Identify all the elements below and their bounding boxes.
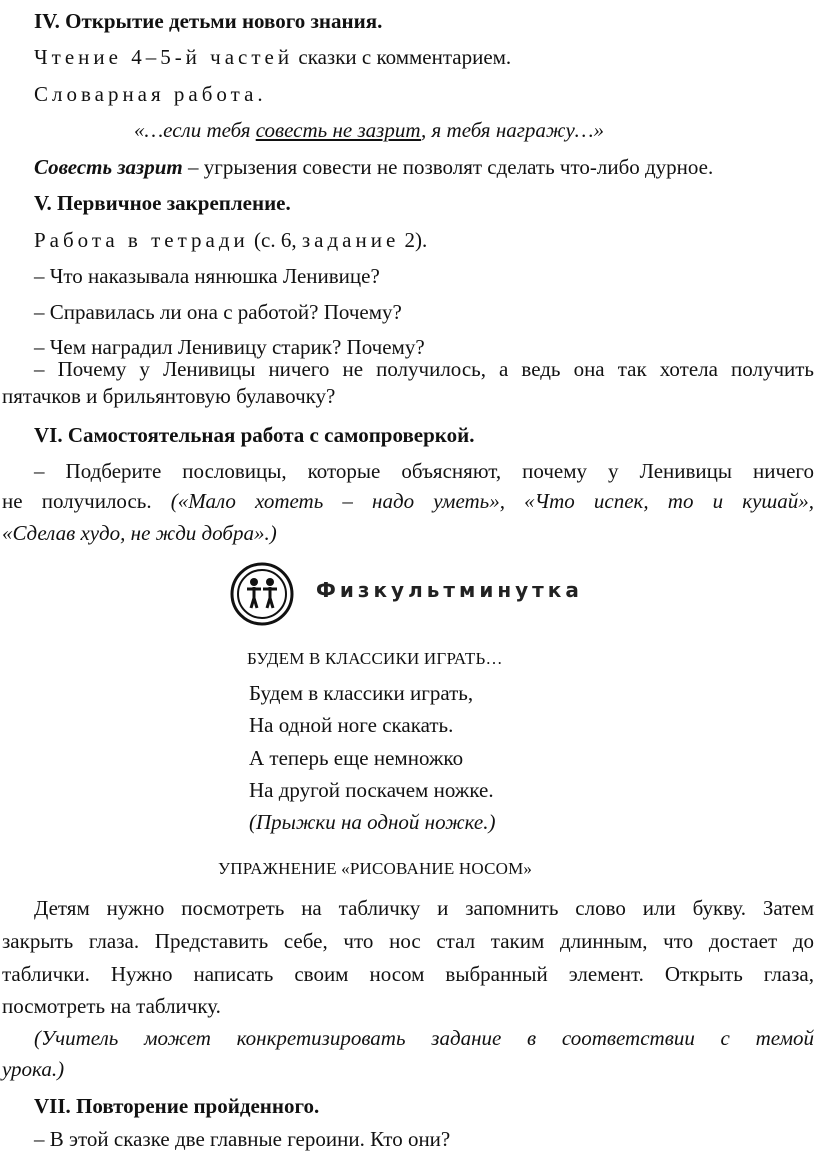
workbook-paren: (с. 6,	[248, 228, 302, 252]
exercise-note-line2: урока.)	[2, 1057, 65, 1081]
exercise-line-4: посмотреть на табличку.	[2, 994, 221, 1018]
poem-line-4: На другой поскачем ножке.	[249, 778, 494, 802]
section-7-question: – В этой сказке две главные героини. Кто они?	[34, 1127, 451, 1151]
proverbs-line3: «Сделав худо, не жди добра».)	[2, 521, 277, 545]
workbook-spaced: Работа в тетради	[34, 228, 249, 252]
definition: – угрызения совести не позволят сделать что-либо дурное.	[182, 155, 714, 179]
question-2: – Справилась ли она с работой? Почему?	[34, 300, 402, 324]
poem-title: БУДЕМ В КЛАССИКИ ИГРАТЬ…	[247, 649, 503, 668]
question-4-line1: – Почему у Ленивицы ничего не получилось, а ведь она так хотела получить	[34, 357, 814, 381]
exercise-title: УПРАЖНЕНИЕ «РИСОВАНИЕ НОСОМ»	[218, 859, 533, 878]
reading-spaced: Чтение 4–5-й частей	[34, 45, 294, 69]
exercise-line-3: таблички. Нужно написать своим носом выбранный элемент. Открыть глаза,	[2, 962, 814, 986]
workbook-end: 2).	[399, 228, 428, 252]
proverbs-plain: не получилось.	[2, 489, 171, 513]
poem-line-1: Будем в классики играть,	[249, 681, 474, 705]
question-3: – Чем наградил Ленивицу старик? Почему?	[34, 335, 425, 359]
term: Совесть зазрит	[34, 155, 183, 179]
proverbs-italic: («Мало хотеть – надо уметь», «Что испек, то и кушай»,	[170, 489, 814, 513]
section-7-heading: VII. Повторение пройденного.	[34, 1094, 320, 1118]
fizminutka-title: Физкультминутка	[316, 578, 583, 602]
section-6-heading: VI. Самостоятельная работа с самопроверкой.	[34, 423, 475, 447]
task-spaced: задание	[301, 228, 400, 252]
proverbs-line1: – Подберите пословицы, которые объясняют, почему у Ленивицы ничего	[34, 459, 814, 483]
poem-line-3: А теперь еще немножко	[249, 746, 464, 770]
exercise-note-line1: (Учитель может конкретизировать задание в соответствии с темой	[34, 1026, 814, 1050]
question-4-line2: пятачков и брильянтовую булавочку?	[2, 384, 336, 408]
definition-line	[34, 154, 713, 180]
quote-prefix: «…если тебя	[134, 118, 256, 142]
quote-line	[134, 117, 604, 143]
reading-rest: сказки с комментарием.	[293, 45, 512, 69]
quote-suffix: , я тебя награжу…»	[421, 118, 604, 142]
quote-underlined: совесть не зазрит	[255, 118, 422, 142]
vocab-label: Словарная работа.	[34, 82, 267, 106]
section-4-heading: IV. Открытие детьми нового знания.	[34, 9, 383, 33]
two-children-circle-icon	[230, 562, 294, 626]
reading-line	[34, 44, 511, 70]
poem-line-2: На одной ноге скакать.	[249, 713, 454, 737]
exercise-line-1: Детям нужно посмотреть на табличку и запомнить слово или букву. Затем	[34, 896, 814, 920]
exercise-line-2: закрыть глаза. Представить себе, что нос стал таким длинным, что достает до	[2, 929, 814, 953]
workbook-line	[34, 227, 427, 253]
poem-note: (Прыжки на одной ножке.)	[249, 810, 496, 834]
section-5-heading: V. Первичное закрепление.	[34, 191, 291, 215]
question-1: – Что наказывала нянюшка Ленивице?	[34, 264, 380, 288]
proverbs-line2	[2, 488, 814, 514]
